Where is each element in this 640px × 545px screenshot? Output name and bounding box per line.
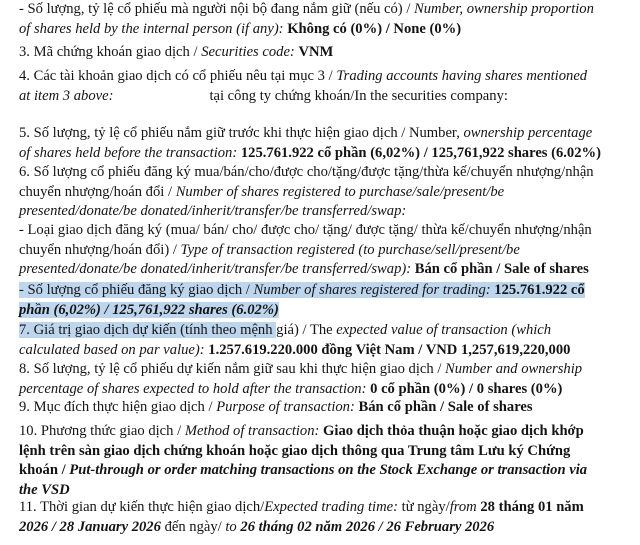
item-8-label-en-cont: percentage of shares expected to hold after the transaction:: [19, 380, 367, 397]
item-8-paragraph: [19, 360, 629, 399]
shares-registered-paragraph: [19, 281, 629, 320]
item-7-label-en: expected value of transaction (which: [336, 322, 552, 338]
item-10-paragraph: [19, 422, 629, 500]
item-7-paragraph: [19, 321, 629, 360]
item-5-label-en: ownership percentage: [463, 125, 593, 141]
securities-code-value: VNM: [298, 44, 334, 60]
shares-before-value: 125.761.922 cổ phần (6,02%) / 125,761,922 shares (6.02%): [240, 144, 601, 161]
item-4-paragraph: [19, 67, 629, 106]
transaction-type-label-en-cont: presented/donate/be donated/inherit/transfer/be transferred/swap):: [19, 261, 412, 277]
item-11-label: 11. Thời gian dự kiến thực hiện giao dịch/: [19, 499, 265, 515]
item-6-paragraph: [19, 163, 629, 222]
item-6-label-cont: chuyển nhượng/hoán đổi /: [19, 183, 176, 200]
internal-holding-label: - Số lượng, tỷ lệ cổ phiếu mà người nội bộ đang nắm giữ (nếu có) /: [19, 1, 415, 17]
item-10-label: 10. Phương thức giao dịch /: [19, 423, 185, 439]
transaction-type-paragraph: [19, 221, 629, 280]
item-5-paragraph: [19, 124, 629, 163]
expected-value: 1.257.619.220.000 đồng Việt Nam / VND 1,257,619,220,000: [208, 341, 571, 358]
item-8-label-en: Number and ownership: [445, 361, 583, 377]
transaction-type-label-cont: chuyển nhượng/hoán đổi) /: [19, 241, 181, 258]
start-date-value: 28 tháng 01 năm: [480, 499, 584, 515]
item-6-label: 6. Số lượng cổ phiếu đăng ký mua/bán/cho/được cho/tặng/được tặng/thừa kế/chuyển nhượng/nhận: [19, 164, 594, 180]
item-10-label-en: Method of transaction:: [184, 423, 320, 439]
item-6-label-en-cont: presented/donate/be donated/inherit/transfer/be transferred/swap:: [19, 203, 407, 219]
end-date-value: 26 tháng 02 năm 2026 / 26 February 2026: [240, 518, 495, 535]
item-3-paragraph: [19, 43, 629, 63]
method-value-en: Put-through or order matching transactions on the Stock Exchange or transaction via: [69, 462, 588, 478]
item-9-label: 9. Mục đích thực hiện giao dịch /: [19, 399, 217, 415]
item-6-label-en: Number of shares registered to purchase/sale/present/be: [175, 183, 505, 200]
item-7-label: 7. Giá trị giao dịch dự kiến (tính theo mệnh: [19, 322, 277, 338]
item-4-label-en-cont: at item 3 above:: [19, 87, 114, 104]
item-5-label-en-cont: of shares held before the transaction:: [19, 144, 238, 161]
method-value-cont-2: khoán /: [19, 462, 70, 478]
start-date-value-cont: 2026 / 28 January 2026: [19, 518, 161, 535]
internal-holding-label-en: Number, ownership proportion: [414, 1, 594, 17]
shares-registered-value: 125.761.922 cổ: [494, 282, 585, 298]
to-label: đến ngày/: [164, 518, 222, 535]
shares-registered-value-cont: phần (6,02%) / 125,761,922 shares (6.02%): [19, 301, 279, 318]
item-5-label: 5. Số lượng, tỷ lệ cổ phiếu nắm giữ trước khi thực hiện giao dịch / Number,: [19, 125, 464, 141]
securities-company-label: tại công ty chứng khoán/In the securities company:: [209, 87, 508, 104]
item-3-label: 3. Mã chứng khoán giao dịch /: [19, 44, 202, 60]
item-3-label-en: Securities code:: [201, 44, 295, 60]
item-4-label: 4. Các tài khoản giao dịch có cổ phiếu nêu tại mục 3 /: [19, 68, 337, 84]
method-value-en-cont: the VSD: [19, 481, 70, 498]
internal-holding-paragraph: [19, 0, 629, 39]
item-7-label-tail: giá) / The: [276, 322, 337, 338]
item-11-label-en: Expected trading time:: [264, 499, 398, 515]
internal-holding-value: Không có (0%) / None (0%): [287, 20, 462, 37]
shares-after-value: 0 cổ phần (0%) / 0 shares (0%): [370, 380, 563, 397]
to-label-en: to: [225, 518, 237, 535]
item-8-label: 8. Số lượng, tỷ lệ cổ phiếu dự kiến nắm giữ sau khi thực hiện giao dịch /: [19, 361, 446, 377]
item-11-paragraph: [19, 498, 629, 537]
from-label: từ ngày/: [401, 499, 450, 515]
item-7-label-en-cont: calculated based on par value):: [19, 341, 205, 358]
internal-holding-label-en-cont: of shares held by the internal person (if any):: [19, 20, 284, 37]
item-4-label-en: Trading accounts having shares mentioned: [336, 68, 588, 84]
transaction-type-label: - Loại giao dịch đăng ký (mua/ bán/ cho/ được cho/ tặng/ được tặng/ thừa kế/chuyển nhượng/nhận: [19, 222, 592, 238]
purpose-value: Bán cổ phần / Sale of shares: [358, 399, 533, 415]
method-value-cont: lệnh trên sàn giao dịch chứng khoán hoặc giao dịch thông qua Trung tâm Lưu ký Chứng: [19, 442, 571, 459]
method-value: Giao dịch thỏa thuận hoặc giao dịch khớp: [323, 423, 584, 439]
transaction-type-value: Bán cổ phần / Sale of shares: [414, 261, 589, 277]
item-9-label-en: Purpose of transaction:: [216, 399, 355, 415]
from-label-en: from: [449, 499, 477, 515]
shares-registered-label-en: Number of shares registered for trading:: [253, 282, 491, 298]
item-9-paragraph: [19, 398, 629, 418]
transaction-type-label-en: Type of transaction registered (to purchase/sell/present/be: [180, 241, 520, 258]
shares-registered-label: - Số lượng cổ phiếu đăng ký giao dịch /: [19, 282, 254, 298]
